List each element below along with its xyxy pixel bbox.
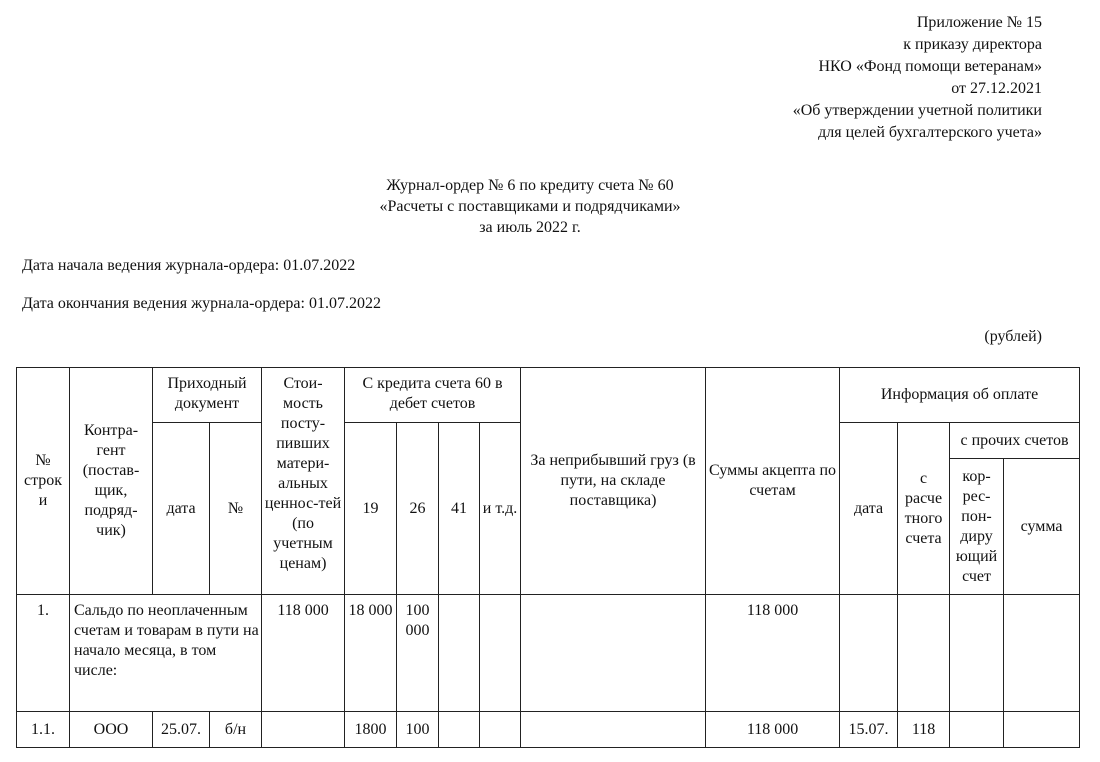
row-2-pay-date: 15.07.	[840, 712, 898, 748]
row-2-accepted: 118 000	[706, 712, 840, 748]
end-date: Дата окончания ведения журнала-ордера: 01.07.2022	[22, 295, 381, 312]
header-account-19: 19	[345, 423, 397, 595]
document-title	[0, 175, 1060, 238]
appendix-line: от 27.12.2021	[951, 80, 1042, 97]
header-row-number: № строк и	[17, 368, 70, 595]
row-1-from-settlement	[898, 595, 950, 712]
header-from-settlement: с расче тного счета	[898, 423, 950, 595]
title-line-1: Журнал-ордер № 6 по кредиту счета № 60	[386, 177, 674, 194]
row-1-account-etc	[480, 595, 521, 712]
appendix-line: для целей бухгалтерского учета»	[818, 124, 1042, 141]
header-counterparty: Контра-гент (постав-щик, подряд-чик)	[70, 368, 153, 595]
appendix-header	[622, 12, 1042, 144]
header-account-26: 26	[397, 423, 439, 595]
header-goods-in-transit: За неприбывший груз (в пути, на складе поставщика)	[521, 368, 706, 595]
journal-table	[16, 367, 1080, 748]
row-2-doc-number: б/н	[210, 712, 262, 748]
row-1-corr-account	[950, 595, 1004, 712]
header-account-etc: и т.д.	[480, 423, 521, 595]
header-doc-date: дата	[153, 423, 210, 595]
header-corr-account: кор-рес-пон-диру ющий счет	[950, 459, 1004, 595]
header-payment-info: Информация об оплате	[840, 368, 1080, 423]
row-2-account-etc	[480, 712, 521, 748]
row-2-cost	[262, 712, 345, 748]
appendix-line: Приложение № 15	[916, 14, 1042, 31]
header-pay-date: дата	[840, 423, 898, 595]
currency-units: (рублей)	[984, 328, 1042, 345]
row-2-date: 25.07.	[153, 712, 210, 748]
row-1-account-19: 18 000	[345, 595, 397, 712]
header-doc-number: №	[210, 423, 262, 595]
header-cost: Стои-мость посту-пивших матери-альных ценнос-тей (по учетным ценам)	[262, 368, 345, 595]
row-2-corr-account	[950, 712, 1004, 748]
appendix-line: к приказу директора	[903, 36, 1042, 53]
row-2-account-19: 1800	[345, 712, 397, 748]
row-2-number: 1.1.	[17, 712, 70, 748]
row-1-amount	[1004, 595, 1080, 712]
header-accepted-sums: Суммы акцепта по счетам	[706, 368, 840, 595]
header-account-41: 41	[439, 423, 480, 595]
header-from-other: с прочих счетов	[950, 423, 1080, 459]
appendix-line: НКО «Фонд помощи ветеранам»	[818, 58, 1042, 75]
header-credit-60: С кредита счета 60 в дебет счетов	[345, 368, 521, 423]
title-line-3: за июль 2022 г.	[479, 219, 581, 236]
appendix-line: «Об утверждении учетной политики	[792, 102, 1042, 119]
row-2-account-41	[439, 712, 480, 748]
row-2-from-settlement: 118	[898, 712, 950, 748]
header-amount: сумма	[1004, 459, 1080, 595]
row-2-transit	[521, 712, 706, 748]
row-1-account-26: 100 000	[397, 595, 439, 712]
row-1-number: 1.	[17, 595, 70, 712]
title-line-2: «Расчеты с поставщиками и подрядчиками»	[379, 198, 681, 215]
row-2-counterparty: ООО	[70, 712, 153, 748]
header-incoming-document: Приходный документ	[153, 368, 262, 423]
row-1-transit	[521, 595, 706, 712]
row-2-account-26: 100	[397, 712, 439, 748]
row-1-account-41	[439, 595, 480, 712]
row-1-pay-date	[840, 595, 898, 712]
row-2-amount	[1004, 712, 1080, 748]
row-1-cost: 118 000	[262, 595, 345, 712]
row-1-accepted: 118 000	[706, 595, 840, 712]
start-date: Дата начала ведения журнала-ордера: 01.07.2022	[22, 257, 356, 274]
row-1-description: Сальдо по неоплаченным счетам и товарам в пути на начало месяца, в том числе:	[70, 595, 262, 712]
